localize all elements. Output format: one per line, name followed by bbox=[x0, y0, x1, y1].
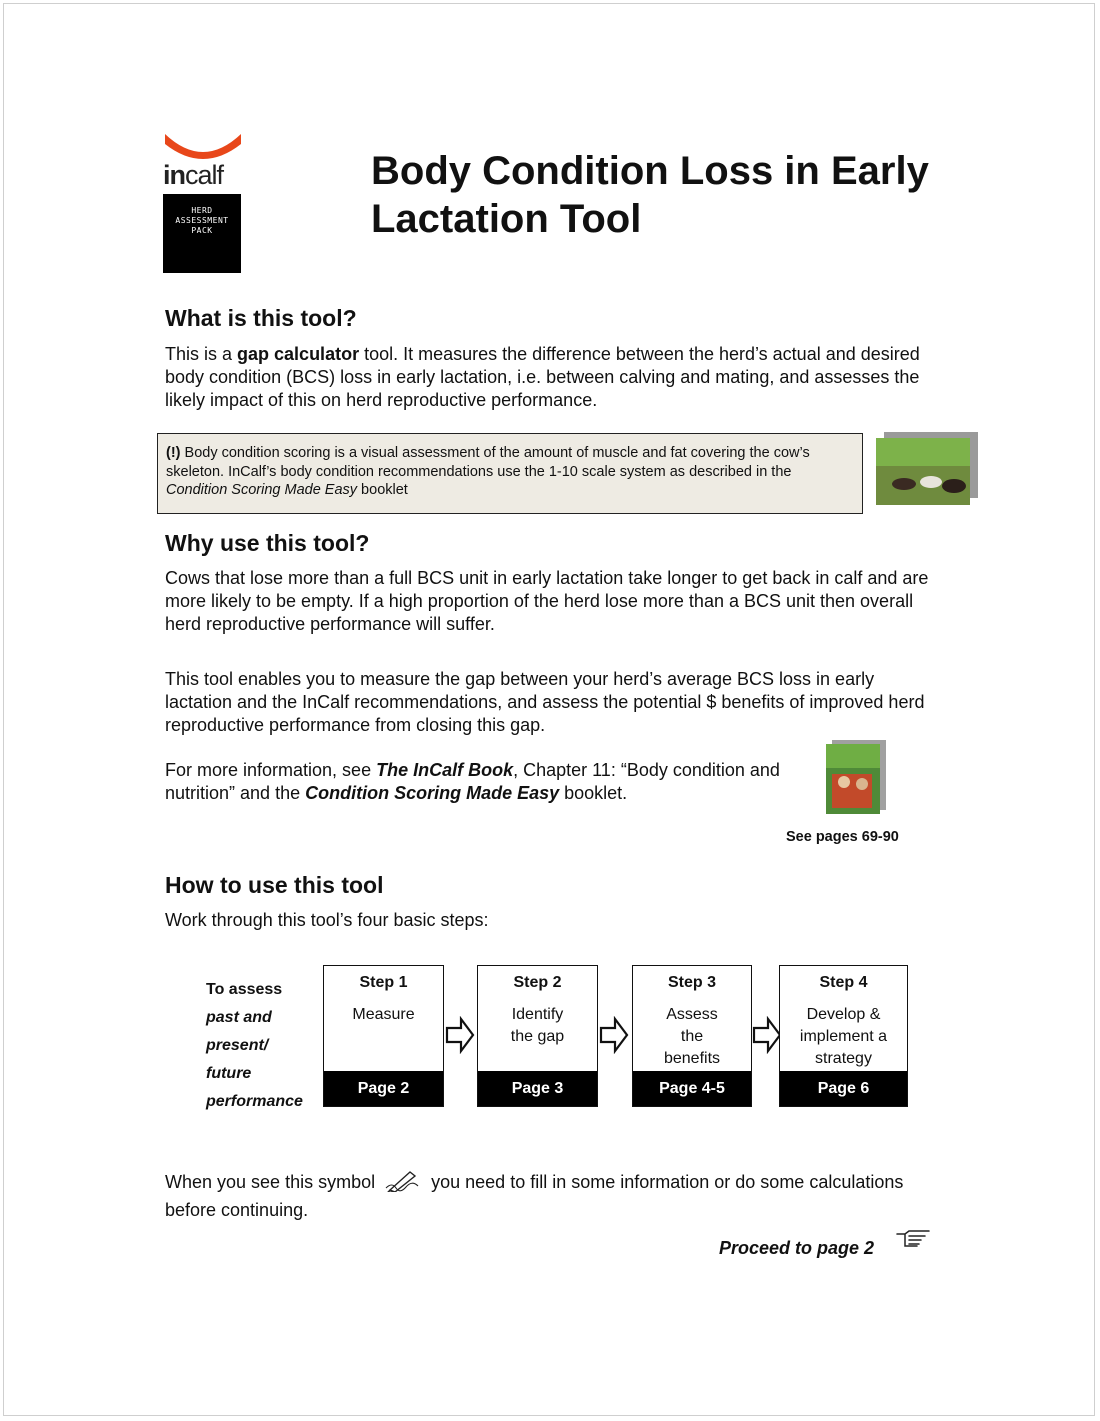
why-paragraph-3: For more information, see The InCalf Book, Chapter 11: “Body condition and nutrition” and the Condition Scoring Made Easy booklet. bbox=[165, 760, 780, 803]
pencil-writing-icon bbox=[384, 1170, 422, 1192]
why-paragraph-1: Cows that lose more than a full BCS unit in early lactation take longer to get back in calf and are more likely to be empty. If a high proportion of the herd lose more than a BCS unit then overall herd reproductive performance will suffer. bbox=[165, 568, 929, 634]
step-4-box: Step 4 Develop & implement a strategy Page 6 bbox=[779, 965, 908, 1107]
proceed-link[interactable]: Proceed to page 2 bbox=[719, 1238, 875, 1258]
logo-pack-box: HERD ASSESSMENT PACK bbox=[163, 194, 241, 273]
incalf-book-cover-image bbox=[826, 740, 886, 814]
how-intro: Work through this tool’s four basic steps: bbox=[165, 910, 489, 930]
assess-label: To assess past and present/ future performance bbox=[206, 981, 303, 1110]
page-title: Body Condition Loss in Early Lactation Tool bbox=[371, 149, 929, 241]
incalf-logo bbox=[163, 130, 243, 273]
note-mark: (!) bbox=[166, 445, 181, 461]
step-1-page: Page 2 bbox=[324, 1071, 443, 1106]
pointing-hand-icon bbox=[895, 1228, 931, 1250]
logo-arc-icon bbox=[163, 130, 243, 160]
what-paragraph: This is a gap calculator tool. It measures the difference between the herd’s actual and desired body condition (BCS) loss in early lactation, i.e. between calving and mating, and assesses the likely impact of this on herd reproductive performance. bbox=[165, 344, 920, 410]
step-2-page: Page 3 bbox=[478, 1071, 597, 1106]
arrow-right-icon bbox=[445, 1016, 475, 1054]
step-4-page: Page 6 bbox=[780, 1071, 907, 1106]
symbol-instruction: When you see this symbol you need to fill in some information or do some calculations before continuing. bbox=[165, 1172, 904, 1220]
arrow-right-icon bbox=[752, 1016, 782, 1054]
step-3-box: Step 3 Assess the benefits Page 4-5 bbox=[632, 965, 752, 1107]
why-paragraph-2: This tool enables you to measure the gap between your herd’s average BCS loss in early lactation and the InCalf recommendations, and assess the potential $ benefits of improved herd reproductive performance from closing this gap. bbox=[165, 669, 925, 735]
booklet-cover-image bbox=[876, 432, 978, 505]
heading-why: Why use this tool? bbox=[165, 530, 370, 556]
arrow-right-icon bbox=[599, 1016, 629, 1054]
see-pages-label: See pages 69-90 bbox=[786, 829, 899, 845]
heading-what: What is this tool? bbox=[165, 305, 357, 331]
step-2-box: Step 2 Identify the gap Page 3 bbox=[477, 965, 598, 1107]
heading-how: How to use this tool bbox=[165, 872, 384, 898]
bcs-note-box: (!) Body condition scoring is a visual assessment of the amount of muscle and fat covering the cow’s skeleton. InCalf’s body condition recommendations use the 1-10 scale system as described in the Condition Scoring Made Easy booklet bbox=[157, 433, 863, 514]
step-1-box: Step 1 Measure Page 2 bbox=[323, 965, 444, 1107]
logo-wordmark: incalf bbox=[163, 160, 224, 190]
step-3-page: Page 4-5 bbox=[633, 1071, 751, 1106]
